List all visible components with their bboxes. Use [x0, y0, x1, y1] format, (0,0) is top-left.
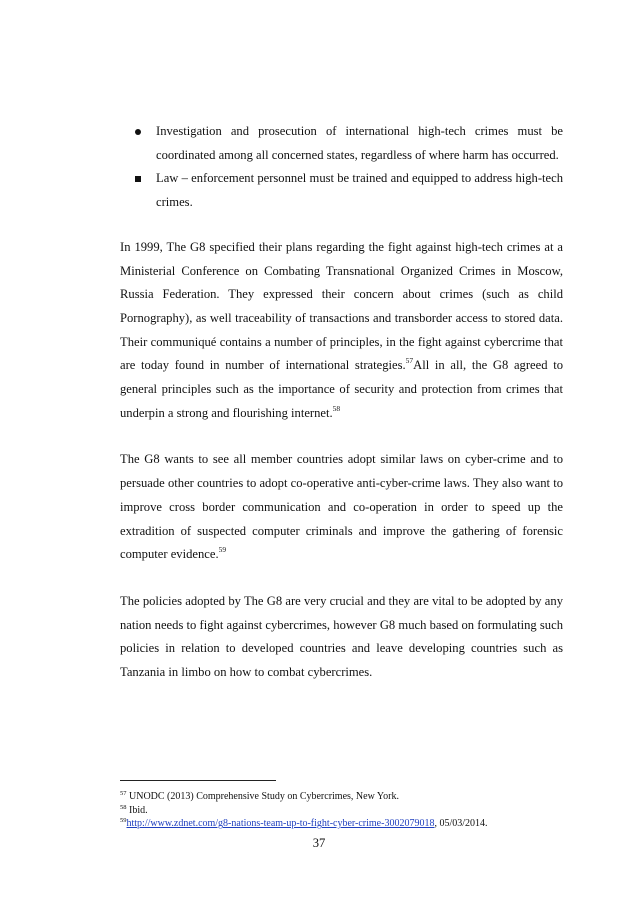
paragraph-text: The G8 wants to see all member countries adopt similar laws on cyber-crime and to persuade other countries to adopt co-operative anti-cyber-crime laws. They also want to improve cross border communication and co-operation in order to speed up the extradition of suspected computer criminals and improve the gathering of forensic computer evidence. [120, 452, 563, 562]
bullet-item [120, 167, 563, 214]
footnote-number: 59 [120, 817, 127, 825]
square-bullet-icon [135, 176, 141, 182]
footnote-ref-58[interactable]: 58 [332, 403, 341, 413]
footnote-number: 57 [120, 790, 127, 797]
paragraph-g8-laws [120, 448, 563, 567]
footnote-text: UNODC (2013) Comprehensive Study on Cybercrimes, New York. [126, 791, 399, 802]
bullet-text: Law – enforcement personnel must be trained and equipped to address high-tech crimes. [156, 171, 563, 210]
round-bullet-icon [135, 129, 141, 135]
paragraph-g8-policies [120, 590, 563, 685]
body-text [120, 120, 563, 708]
footnote-58 [120, 804, 563, 818]
footnote-57 [120, 790, 563, 804]
paragraph-text: In 1999, The G8 specified their plans regarding the fight against high-tech crimes at a Ministerial Conference on Combating Transnational Organized Crimes in Moscow, Russia Federation. They expressed their concern about crimes (such as child Pornography), as well traceability of transactions and transborder access to stored data. Their communiqué contains a number of principles, in the fight against cybercrime that are today found in number of international strategies. [120, 239, 563, 373]
footnote-text: Ibid. [126, 804, 148, 816]
footnote-ref-59[interactable]: 59 [218, 545, 227, 555]
footnote-number: 58 [120, 803, 127, 811]
paragraph-text: The policies adopted by The G8 are very crucial and they are vital to be adopted by any nation needs to fight against cybercrimes, however G8 much based on formulating such policies in relation to developed countries and leave developing countries such as Tanzania in limbo on how to combat cybercrimes. [120, 593, 563, 680]
paragraph-text: All in all, the G8 agreed to general principles such as the importance of security and protection from crimes that underpin a strong and flourishing internet. [120, 358, 563, 420]
footnotes [120, 780, 563, 831]
footnote-separator [120, 780, 276, 781]
footnote-text: , 05/03/2014. [434, 818, 488, 830]
footnote-59 [120, 817, 563, 831]
footnote-link[interactable]: http://www.zdnet.com/g8-nations-team-up-to-fight-cyber-crime-3002079018 [126, 818, 435, 830]
paragraph-g8-1999 [120, 236, 563, 426]
bullet-text: Investigation and prosecution of international high-tech crimes must be coordinated among all concerned states, regardless of where harm has occurred. [156, 124, 563, 162]
bullet-list [120, 120, 563, 215]
bullet-item [120, 120, 563, 167]
page-number: 37 [312, 836, 326, 850]
footnote-ref-57[interactable]: 57 [405, 356, 414, 366]
